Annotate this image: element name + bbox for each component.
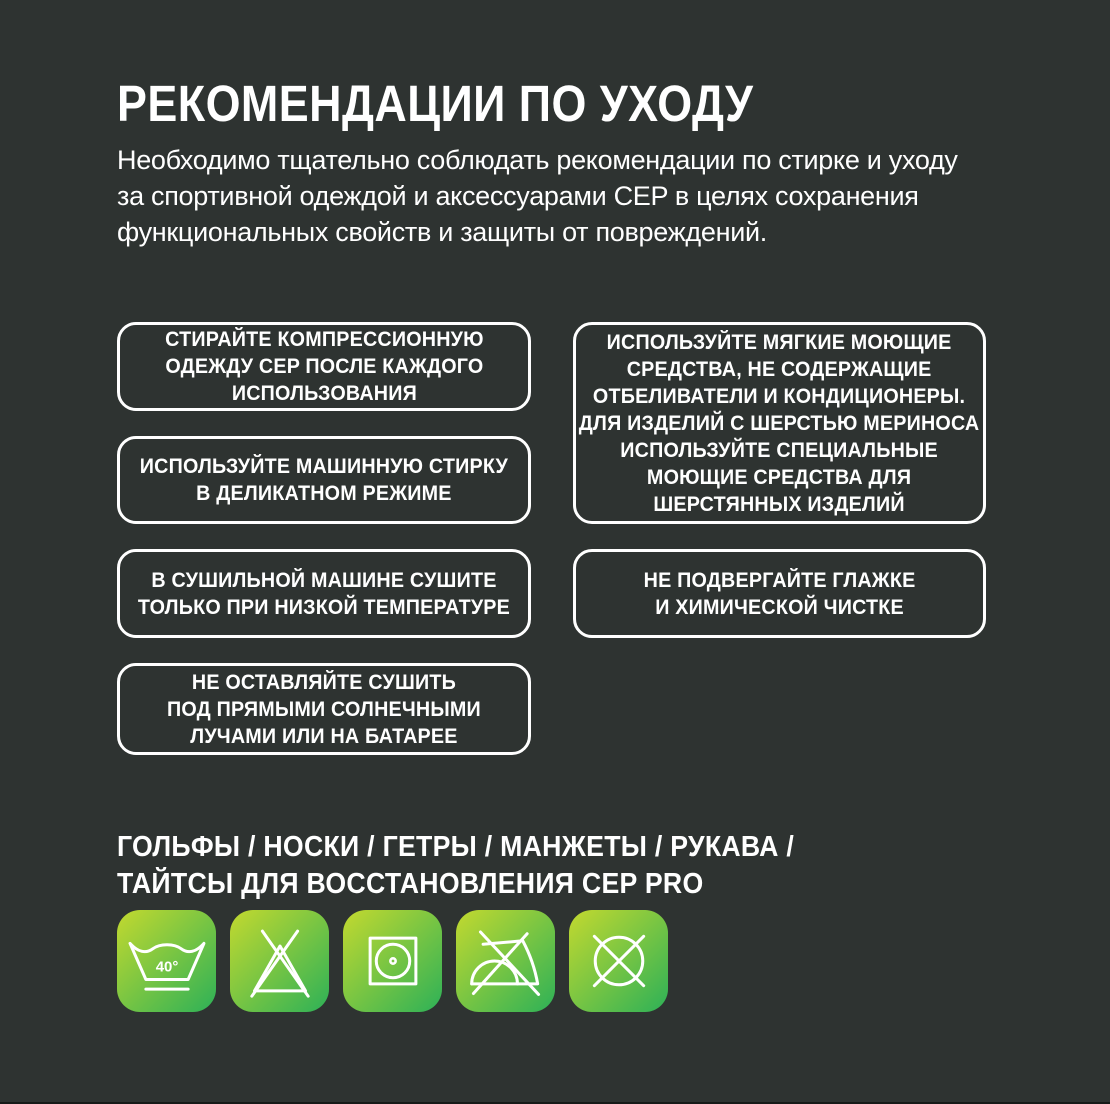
do-not-dry-clean-icon — [575, 917, 663, 1005]
do-not-iron-icon — [462, 917, 550, 1005]
care-symbol-tile-wash-40 — [117, 910, 216, 1012]
wash-temperature-label: 40° — [155, 958, 178, 976]
wash-40-gentle-icon — [123, 917, 211, 1005]
care-box-text: В СУШИЛЬНОЙ МАШИНЕ СУШИТЕ ТОЛЬКО ПРИ НИЗКОЙ ТЕМПЕРАТУРЕ — [137, 568, 511, 619]
care-box-text: НЕ ОСТАВЛЯЙТЕ СУШИТЬ ПОД ПРЯМЫМИ СОЛНЕЧНЫМИ ЛУЧАМИ ИЛИ НА БАТАРЕЕ — [167, 670, 481, 748]
page-title: РЕКОМЕНДАЦИИ ПО УХОДУ — [117, 75, 754, 132]
care-box-no-iron-no-dry-clean — [573, 549, 986, 638]
care-boxes-left-column — [117, 322, 531, 755]
care-box-text: ИСПОЛЬЗУЙТЕ МЯГКИЕ МОЮЩИЕ СРЕДСТВА, НЕ СОДЕРЖАЩИЕ ОТБЕЛИВАТЕЛИ И КОНДИЦИОНЕРЫ. ДЛЯ ИЗДЕЛИЙ С ШЕРСТЬЮ МЕРИНОСА ИСПОЛЬЗУЙТЕ СПЕЦИАЛЬНЫЕ МОЮЩИЕ СРЕДСТВА ДЛЯ ШЕРСТЯННЫХ ИЗДЕЛИЙ — [579, 330, 980, 516]
do-not-bleach-icon — [236, 917, 324, 1005]
care-instructions-grid — [117, 322, 986, 755]
care-box-wash-after-each-use — [117, 322, 531, 411]
products-heading: ГОЛЬФЫ / НОСКИ / ГЕТРЫ / МАНЖЕТЫ / РУКАВА / ТАЙТСЫ ДЛЯ ВОССТАНОВЛЕНИЯ CEP PRO — [117, 831, 795, 900]
care-box-text: СТИРАЙТЕ КОМПРЕССИОННУЮ ОДЕЖДУ CEP ПОСЛЕ КАЖДОГО ИСПОЛЬЗОВАНИЯ — [164, 328, 484, 405]
care-boxes-right-column — [573, 322, 986, 755]
care-box-no-direct-sun-drying — [117, 663, 531, 755]
care-symbol-tile-no-bleach — [230, 910, 329, 1012]
care-box-text: НЕ ПОДВЕРГАЙТЕ ГЛАЖКЕ И ХИМИЧЕСКОЙ ЧИСТКЕ — [643, 568, 916, 619]
care-box-text: ИСПОЛЬЗУЙТЕ МАШИННУЮ СТИРКУ В ДЕЛИКАТНОМ РЕЖИМЕ — [139, 455, 509, 505]
care-box-tumble-dry-low — [117, 549, 531, 638]
tumble-dry-icon — [349, 917, 437, 1005]
intro-paragraph: Необходимо тщательно соблюдать рекомендации по стирке и уходу за спортивной одеждой и аксессуарами CEP в целях сохранения функциональных свойств и защиты от повреждений. — [117, 145, 958, 247]
care-symbols-row — [117, 910, 668, 1012]
care-box-machine-wash-delicate — [117, 436, 531, 524]
care-symbol-tile-no-iron — [456, 910, 555, 1012]
care-box-mild-detergents — [573, 322, 986, 524]
care-symbol-tile-tumble-dry — [343, 910, 442, 1012]
care-symbol-tile-no-dry-clean — [569, 910, 668, 1012]
